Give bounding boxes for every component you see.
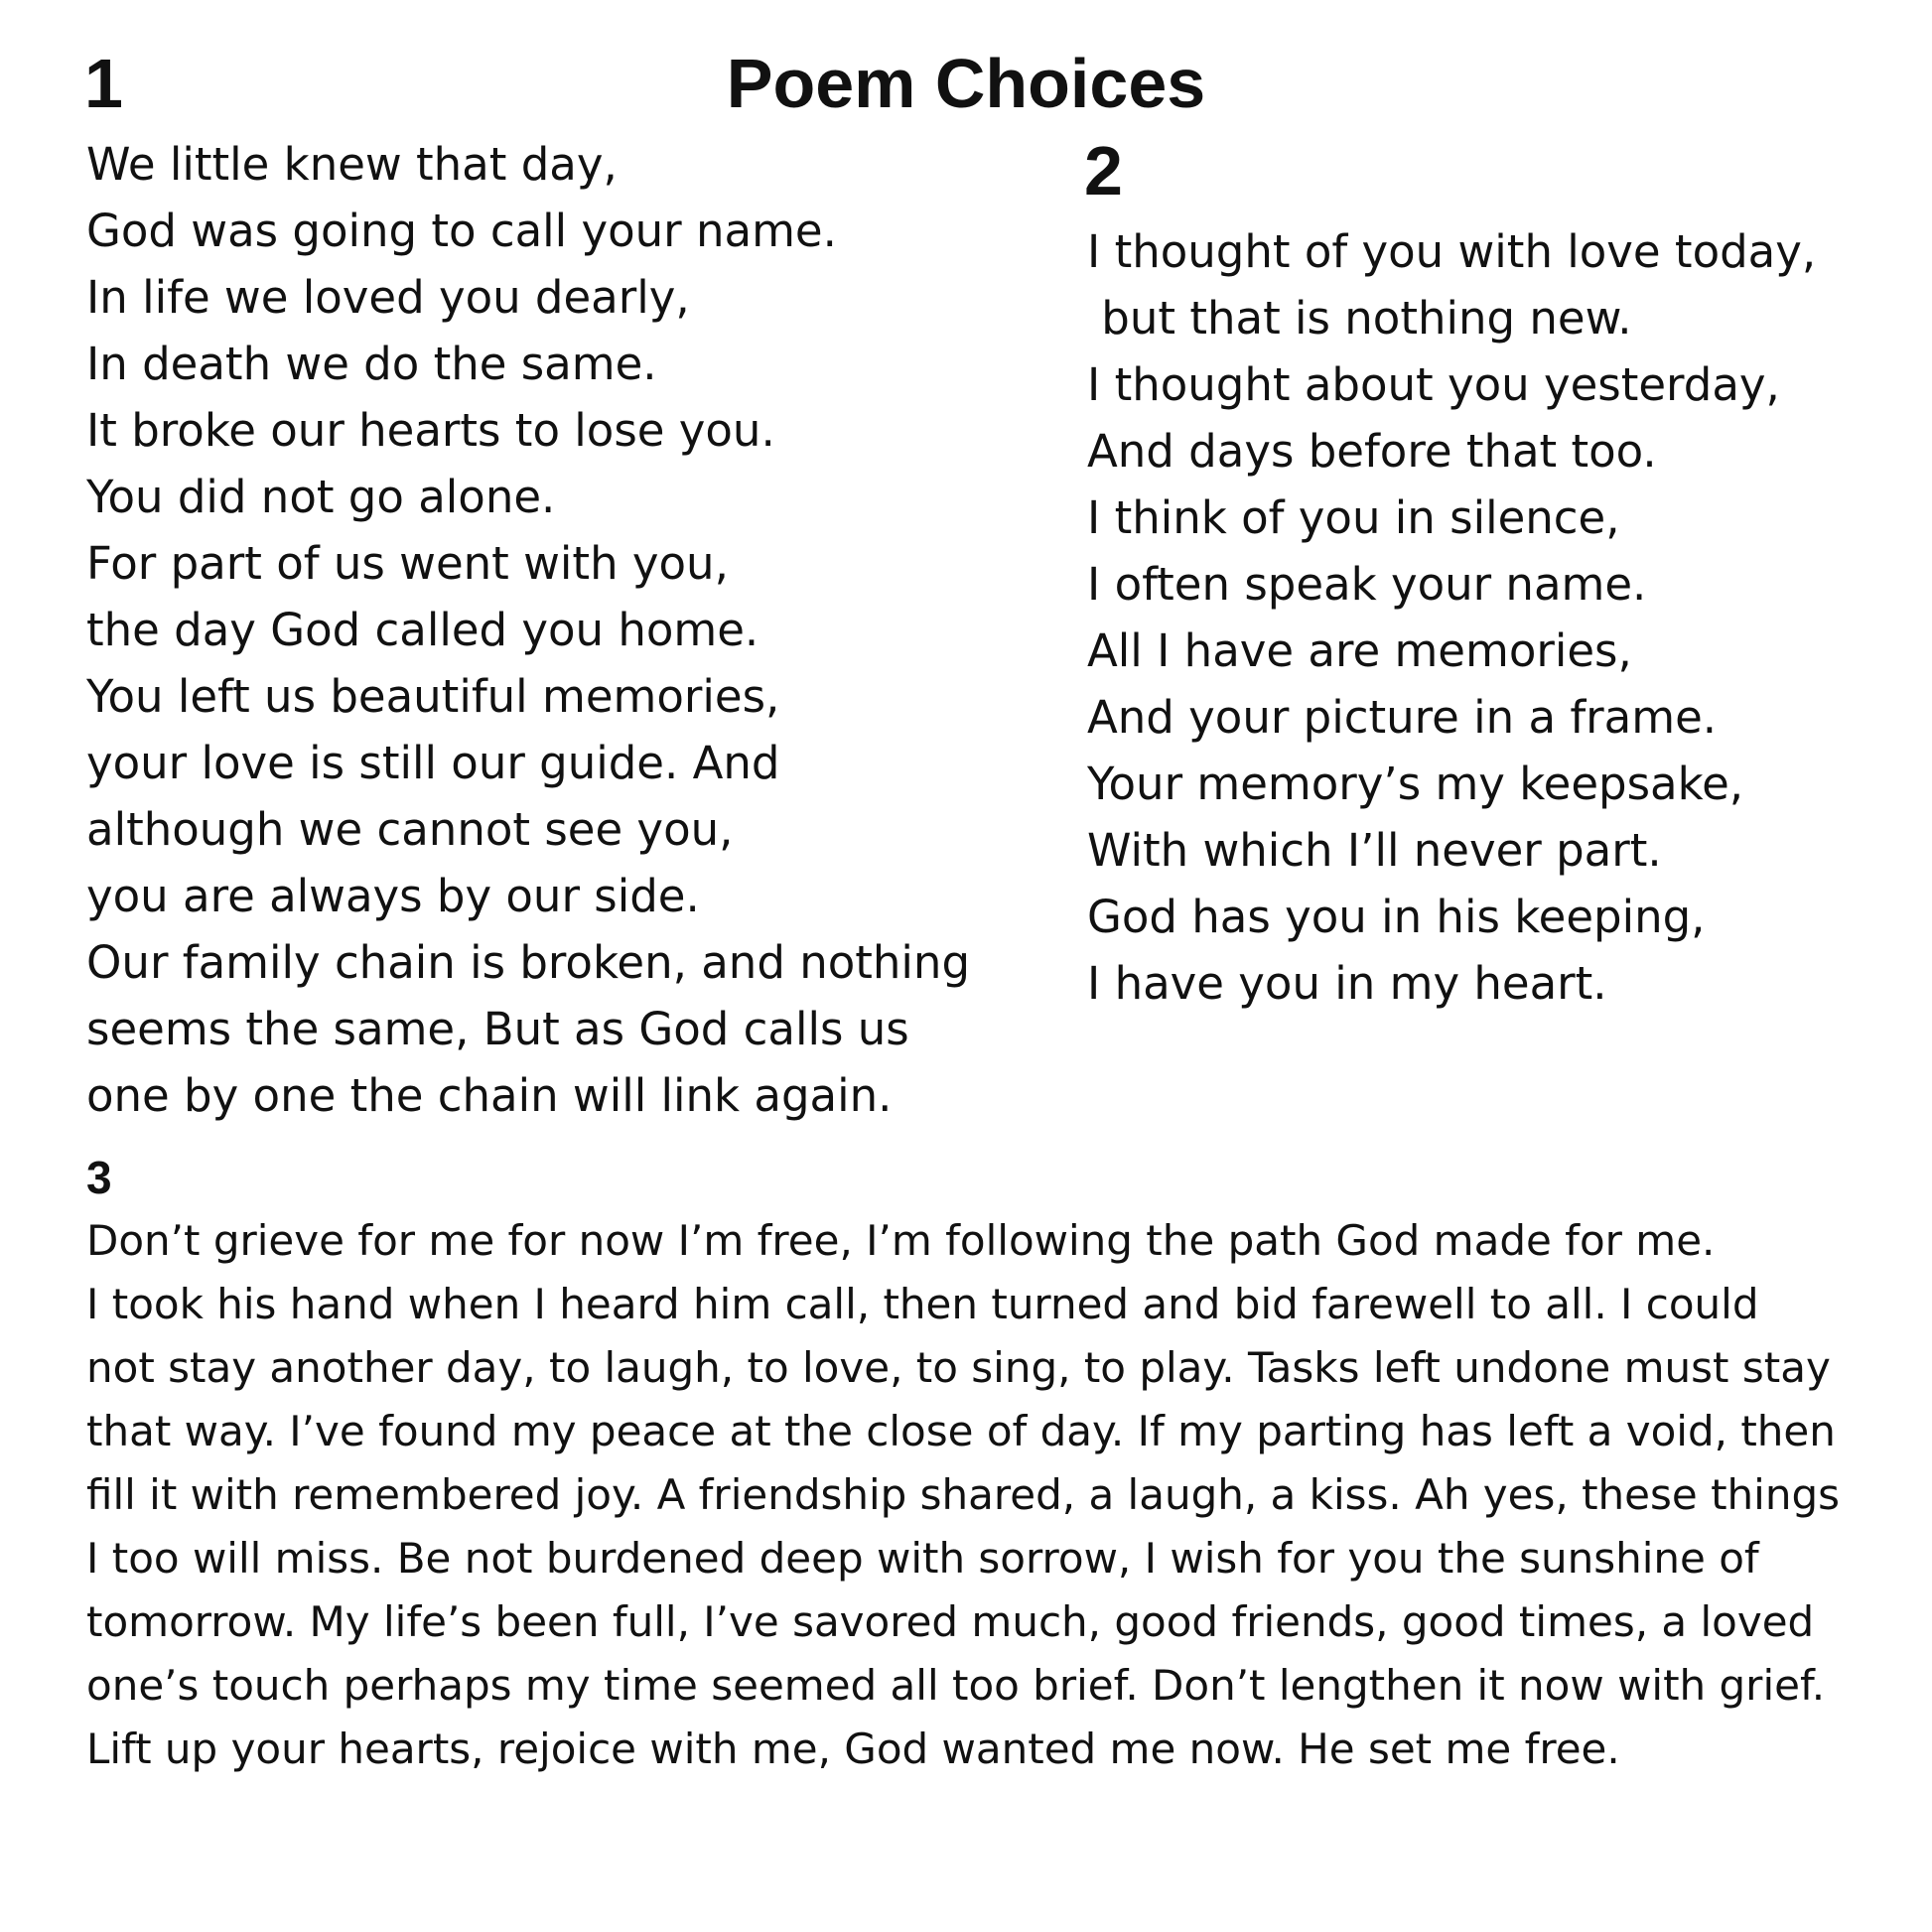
poem-3-line: tomorrow. My life’s been full, I’ve savored much, good friends, good times, a loved	[86, 1597, 1815, 1646]
poem-1-line: seems the same, But as God calls us	[86, 1003, 909, 1055]
poem-3-number: 3	[86, 1152, 112, 1203]
poem-1-line: although we cannot see you,	[86, 803, 734, 856]
poem-1-number: 1	[84, 45, 123, 122]
poem-1-line: You left us beautiful memories,	[86, 670, 780, 723]
poem-1-line: God was going to call your name.	[86, 205, 837, 257]
poem-2-line: I think of you in silence,	[1087, 491, 1620, 544]
page-title: Poem Choices	[726, 45, 1206, 122]
poem-3-line: I took his hand when I heard him call, then turned and bid farewell to all. I could	[86, 1280, 1759, 1328]
poem-1-line: the day God called you home.	[86, 604, 759, 656]
poem-3-line: I too will miss. Be not burdened deep with sorrow, I wish for you the sunshine of	[86, 1534, 1759, 1583]
poem-2-line: I thought of you with love today,	[1087, 225, 1817, 278]
poem-2-line: And your picture in a frame.	[1087, 691, 1718, 744]
poem-3	[86, 1209, 1913, 1781]
poem-2-number: 2	[1084, 132, 1123, 209]
poem-3-line: that way. I’ve found my peace at the close of day. If my parting has left a void, then	[86, 1407, 1836, 1455]
poem-3-line: one’s touch perhaps my time seemed all too brief. Don’t lengthen it now with grief.	[86, 1661, 1826, 1710]
poem-1-line: Our family chain is broken, and nothing	[86, 936, 971, 989]
poem-1-line: your love is still our guide. And	[86, 737, 780, 789]
poem-1	[86, 131, 970, 1129]
poem-2-line: but that is nothing new.	[1087, 292, 1632, 345]
poem-1-line: you are always by our side.	[86, 870, 700, 922]
poem-1-line: It broke our hearts to lose you.	[86, 404, 775, 457]
poem-2-line: With which I’ll never part.	[1087, 824, 1662, 877]
poem-1-line: We little knew that day,	[86, 138, 618, 191]
poem-2-line: I often speak your name.	[1087, 558, 1647, 611]
poem-1-line: one by one the chain will link again.	[86, 1069, 893, 1122]
poem-1-line: You did not go alone.	[86, 471, 556, 523]
poem-2-line: I thought about you yesterday,	[1087, 358, 1780, 411]
poem-3-line: Lift up your hearts, rejoice with me, God wanted me now. He set me free.	[86, 1725, 1620, 1773]
poem-3-line: fill it with remembered joy. A friendship shared, a laugh, a kiss. Ah yes, these things	[86, 1470, 1840, 1519]
poem-2-line: And days before that too.	[1087, 425, 1657, 478]
poem-2-line: Your memory’s my keepsake,	[1087, 758, 1744, 810]
poem-1-line: In death we do the same.	[86, 338, 657, 390]
poem-2-line: All I have are memories,	[1087, 624, 1632, 677]
poem-3-line: not stay another day, to laugh, to love, to sing, to play. Tasks left undone must stay	[86, 1343, 1831, 1392]
poem-2-line: God has you in his keeping,	[1087, 891, 1706, 943]
poem-3-line: Don’t grieve for me for now I’m free, I’m following the path God made for me.	[86, 1216, 1716, 1265]
poem-1-line: For part of us went with you,	[86, 537, 729, 590]
poem-2	[1087, 218, 1816, 1017]
poem-1-line: In life we loved you dearly,	[86, 271, 690, 324]
poem-2-line: I have you in my heart.	[1087, 957, 1607, 1010]
